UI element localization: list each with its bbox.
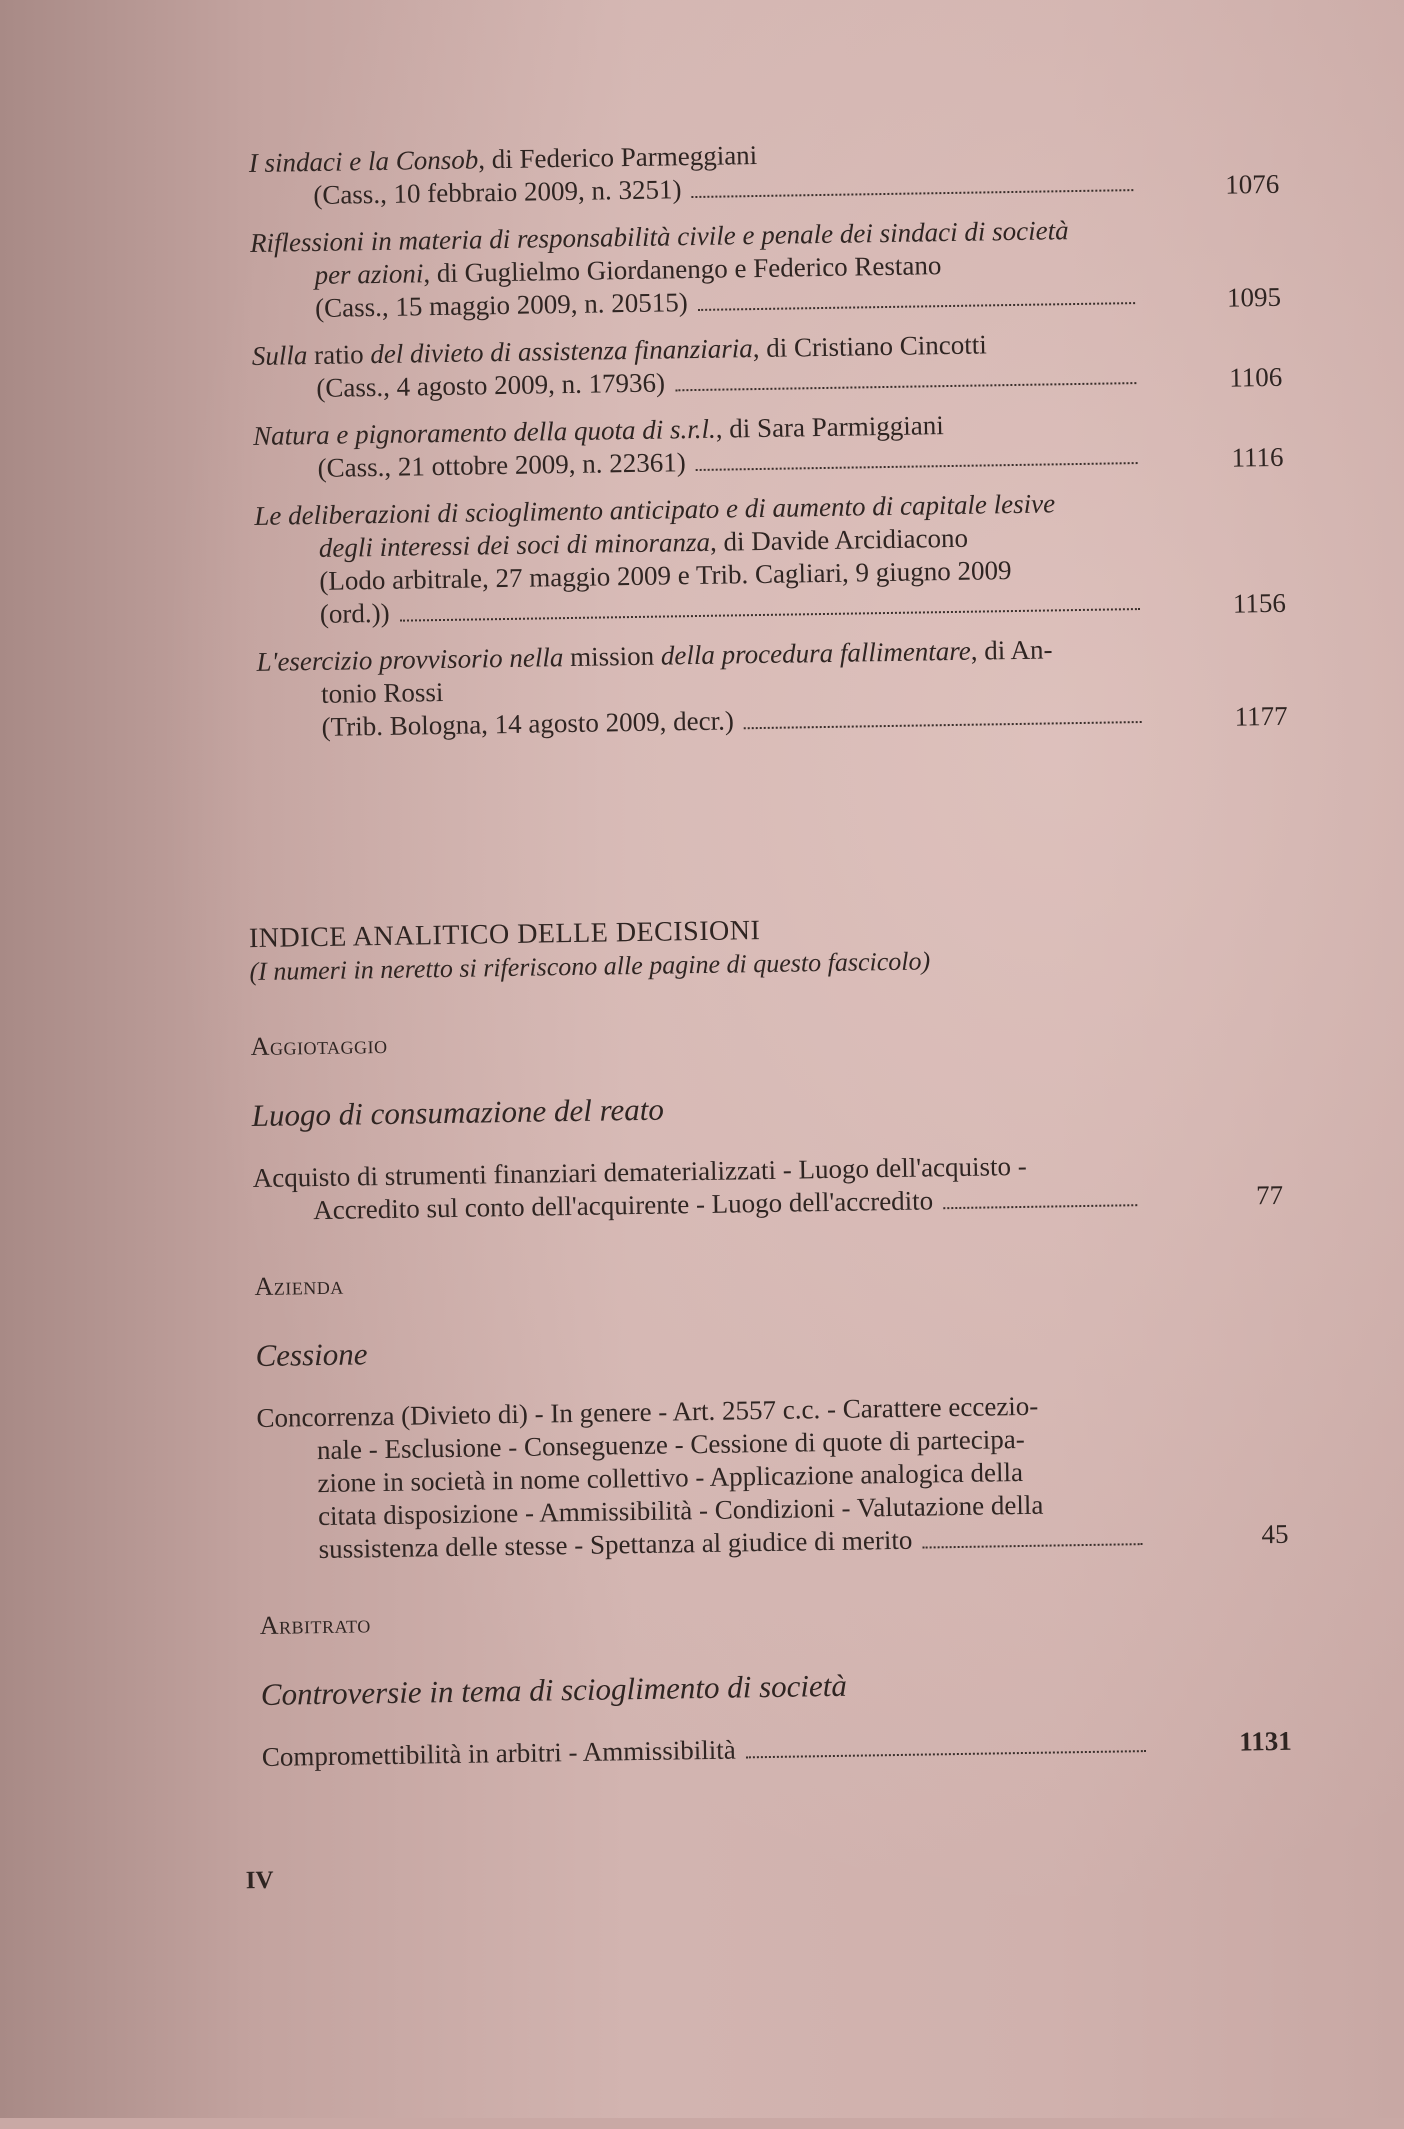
entry-line-last: Accredito sul conto dell'acquirente - Luogo dell'accredito — [313, 1185, 934, 1226]
article-title: Sulla — [251, 340, 308, 371]
section-heading: Arbitrato — [259, 1609, 371, 1640]
article-author: , di Sara Parmiggiani — [715, 410, 944, 444]
section-heading: Aggiotaggio — [250, 1029, 388, 1062]
index-section — [250, 1016, 1283, 1228]
article-title-roman: mission — [563, 640, 662, 673]
article-author: , di Federico Parmeggiani — [478, 139, 758, 175]
index-entry — [262, 1725, 1292, 1774]
article-title-cont: del divieto di assistenza finanziaria — [370, 333, 754, 370]
article-title: L'esercizio provvisorio nella — [256, 642, 564, 677]
table-of-contents — [249, 131, 1288, 759]
dot-leader — [692, 188, 1134, 198]
entry-line-last: Compromettibilità in arbitri - Ammissibilità — [261, 1734, 736, 1772]
toc-entry — [252, 324, 1283, 406]
case-reference: (Cass., 10 febbraio 2009, n. 3251) — [313, 174, 682, 210]
page-number: 1095 — [1226, 281, 1282, 313]
article-author-cont: tonio Rossi — [320, 676, 444, 709]
page-number: 1177 — [1234, 700, 1288, 732]
page-number: 1116 — [1231, 441, 1284, 473]
dot-leader — [943, 1203, 1137, 1209]
article-title-cont: della procedura fallimentare — [660, 635, 972, 671]
entry-line: zione in società in nome collettivo - Applicazione analogica della — [317, 1456, 1024, 1499]
article-title-roman: ratio — [307, 339, 371, 371]
case-reference: (Cass., 15 maggio 2009, n. 20515) — [314, 287, 689, 323]
case-reference: (Trib. Bologna, 14 agosto 2009, decr.) — [321, 705, 735, 742]
entry-line: nale - Esclusione - Conseguenze - Cessione di quote di partecipa- — [316, 1423, 1025, 1466]
article-title: Le deliberazioni di scioglimento anticipato e di aumento di capitale lesive — [254, 488, 1056, 531]
page-number: 1156 — [1232, 587, 1287, 619]
case-reference: (Cass., 21 ottobre 2009, n. 22361) — [317, 447, 687, 483]
entry-line: Acquisto di strumenti finanziari dematerializzati - Luogo dell'acquisto - — [252, 1150, 1028, 1194]
toc-entry — [253, 404, 1284, 486]
dot-leader — [746, 1749, 1146, 1758]
article-title-cont: per azioni — [314, 258, 424, 290]
article-author: , di Cristiano Cincotti — [752, 329, 987, 364]
dot-leader — [400, 607, 1140, 622]
section-heading: Azienda — [254, 1270, 344, 1302]
page-folio: IV — [245, 1866, 274, 1895]
toc-entry — [250, 211, 1281, 326]
article-author: , di An- — [970, 634, 1053, 666]
article-author: , di Davide Arcidiacono — [709, 522, 969, 557]
page-number: 1106 — [1229, 361, 1283, 393]
section-subheading: Cessione — [255, 1336, 368, 1374]
index-entry — [256, 1386, 1288, 1567]
dot-leader — [698, 301, 1135, 311]
dot-leader — [922, 1542, 1142, 1548]
dot-leader — [744, 720, 1142, 729]
index-entry — [252, 1146, 1283, 1228]
toc-entry — [254, 484, 1286, 632]
index-section — [254, 1256, 1289, 1567]
article-title-cont: degli interessi dei soci di minoranza — [318, 526, 711, 563]
page-number: 77 — [1255, 1179, 1284, 1211]
analytical-index — [249, 906, 1292, 1774]
entry-line: Concorrenza (Divieto di) - In genere - Art. 2557 c.c. - Carattere eccezio- — [256, 1390, 1039, 1434]
case-reference: (Lodo arbitrale, 27 maggio 2009 e Trib. Cagliari, 9 giugno 2009 — [319, 555, 1012, 596]
article-author: , di Guglielmo Giordanengo e Federico Restano — [423, 250, 942, 289]
case-reference-cont: (ord.)) — [319, 597, 390, 629]
article-title: Riflessioni in materia di responsabilità civile e penale dei sindaci di società — [249, 215, 1069, 258]
index-section — [260, 1595, 1292, 1774]
dot-leader — [696, 461, 1138, 471]
index-subtitle: (I numeri in neretto si riferiscono alle pagine di questo fascicolo) — [249, 946, 931, 987]
page-number: 45 — [1261, 1518, 1289, 1550]
dot-leader — [675, 381, 1136, 391]
section-subheading: Luogo di consumazione del reato — [251, 1091, 665, 1134]
article-title: Natura e pignoramento della quota di s.r.l. — [252, 413, 717, 451]
article-title: I sindaci e la Consob — [248, 144, 479, 178]
toc-entry — [256, 630, 1287, 745]
section-subheading: Controversie in tema di scioglimento di società — [260, 1667, 848, 1712]
page-number: 1131 — [1238, 1725, 1292, 1757]
index-title: INDICE ANALITICO DELLE DECISIONI — [248, 915, 761, 955]
entry-line: citata disposizione - Ammissibilità - Condizioni - Valutazione della — [317, 1489, 1044, 1532]
case-reference: (Cass., 4 agosto 2009, n. 17936) — [316, 367, 666, 403]
page-number: 1076 — [1225, 168, 1280, 200]
toc-entry — [249, 131, 1280, 213]
entry-line-last: sussistenza delle stesse - Spettanza al giudice di merito — [318, 1524, 913, 1565]
